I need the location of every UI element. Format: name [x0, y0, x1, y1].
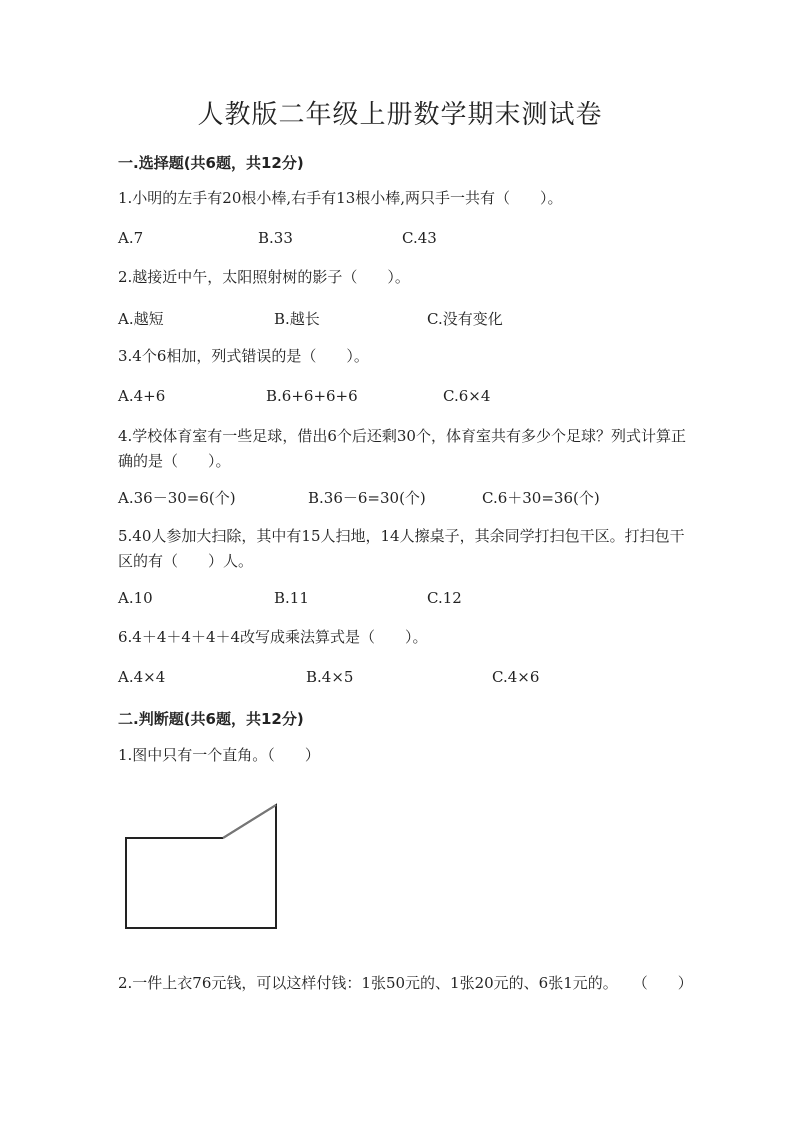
question-text: 2.越接近中午，太阳照射树的影子（ ）。 — [118, 268, 410, 286]
option-c: C.6＋30=36(个) — [482, 489, 600, 507]
option-c: C.没有变化 — [427, 310, 503, 328]
option-b: B.11 — [274, 589, 309, 607]
option-a: A.4+6 — [118, 387, 166, 405]
shape-figure — [118, 798, 288, 942]
option-c: C.43 — [402, 229, 437, 247]
option-a: A.10 — [118, 589, 153, 607]
question-text: 1.小明的左手有20根小棒,右手有13根小棒,两只手一共有（ ）。 — [118, 189, 563, 207]
option-b: B.越长 — [274, 310, 320, 328]
section-heading-judgement: 二.判断题(共6题，共12分) — [118, 710, 304, 728]
option-a: A.36－30=6(个) — [118, 489, 236, 507]
option-b: B.4×5 — [306, 668, 354, 686]
question-text: 6.4＋4＋4＋4＋4改写成乘法算式是（ ）。 — [118, 628, 428, 646]
option-a: A.越短 — [118, 310, 164, 328]
question-text: 4.学校体育室有一些足球，借出6个后还剩30个，体育室共有多少个足球？列式计算正确的是（ ）。 — [118, 427, 686, 470]
option-c: C.12 — [427, 589, 462, 607]
option-b: B.36－6=30(个) — [308, 489, 426, 507]
question-text: 5.40人参加大扫除，其中有15人扫地，14人擦桌子，其余同学打扫包干区。打扫包干区的有（ ）人。 — [118, 527, 685, 570]
section-heading-choice: 一.选择题(共6题，共12分) — [118, 154, 304, 172]
option-b: B.33 — [258, 229, 293, 247]
option-b: B.6+6+6+6 — [266, 387, 358, 405]
right-angle-shape-diagram — [118, 798, 288, 938]
option-c: C.4×6 — [492, 668, 540, 686]
option-a: A.7 — [118, 229, 144, 247]
question-text: 3.4个6相加，列式错误的是（ ）。 — [118, 347, 369, 365]
option-a: A.4×4 — [118, 668, 166, 686]
question-text: 1.图中只有一个直角。（ ） — [118, 746, 320, 764]
option-c: C.6×4 — [443, 387, 491, 405]
question-text: 2.一件上衣76元钱，可以这样付钱：1张50元的、1张20元的、6张1元的。 （ ） — [118, 974, 693, 992]
page-title: 人教版二年级上册数学期末测试卷 — [197, 100, 603, 130]
